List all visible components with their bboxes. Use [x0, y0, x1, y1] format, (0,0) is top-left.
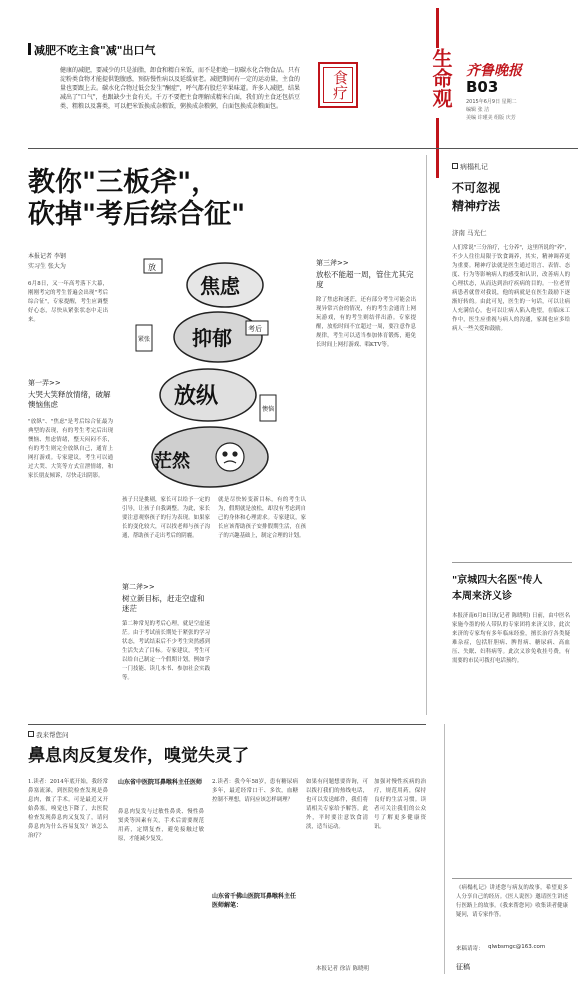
nose-kicker: [28, 730, 69, 739]
nose-col3: 2.读者：我今年58岁，患有糖尿病多年，最近经常口干、多饮，血糖控制不理想，请问应该怎样调理？: [212, 779, 298, 803]
exam-intro: 6月8日，又一年高考落下大幕，刚刚考完的考生普遍会出现"考后综合征"，专家提醒，考生应调整好心态，尽快从紧张状态中走出来。: [28, 281, 108, 323]
section2-body: 第二种常见的考后心理，就是空虚迷茫。由于考试前长期处于紧张的学习状态，考试结束后不少考生突然感到生活失去了目标。专家建议，考生可以给自己制定一个假期计划，例如学一门技能、读几本书、参加社会实践等。: [122, 621, 210, 681]
exam-headline-line1: 教你"三板斧"，: [28, 167, 219, 198]
divider-bottom-right: [444, 724, 445, 974]
nose-reporter: 本报记者 徐洁 陈晓明: [316, 966, 369, 972]
date-line: 2015年6月9日 星期二: [466, 99, 517, 105]
diet-badge: [318, 62, 358, 108]
nose-col1: 1.读者：2014年底开始，我经常鼻塞流涕，到医院检查发现是鼻息肉，做了手术。可是最近又开始鼻塞，嗅觉也下降了，去医院检查发现鼻息肉又复发了，请问鼻息肉为什么容易复发？该怎么治疗？: [28, 779, 108, 839]
column-notes-label-text: 病榻札记: [460, 163, 488, 171]
rule-right-mid: [452, 562, 572, 563]
section3-title: 放松不能超一周，管住尤其完度: [316, 270, 414, 289]
badge-label: 食疗: [331, 70, 349, 100]
cartoon-tag-3: 紧张: [138, 336, 151, 343]
masters-body: 本报济南6月8日讯(记者 陈晓明) 日前，由中医名家施今墨的传人带队的专家团将来济义诊，此次来济的专家均有多年临床经验，擅长治疗各类疑难杂症，包括肝胆病、脾胃病、糖尿病、高血压、失眠、妇科病等。此次义诊免收挂号费，有需要的市民可拨打电话预约。: [452, 613, 570, 664]
sidebar-email[interactable]: qlwbsmgc@163.com: [488, 944, 546, 950]
diet-article-title: 减肥不吃主食"减"出口气: [34, 44, 156, 57]
rule-right-bottom: [452, 878, 572, 879]
cartoon-word-4: 茫然: [154, 451, 190, 472]
page-number: B03: [466, 78, 499, 96]
divider-right-column: [426, 155, 427, 715]
stress-cartoon: [130, 245, 300, 495]
nose-col2: 鼻息肉复发与过敏性鼻炎、慢性鼻窦炎等因素有关，手术后需要规范用药，定期复查，避免接触过敏原，才能减少复发。: [118, 809, 204, 842]
rule-top: [28, 148, 578, 149]
masters-headline-line2: 本周来济义诊: [452, 591, 512, 602]
face-eye-left: [223, 452, 227, 456]
editor-line: 编辑 张 洁: [466, 107, 490, 113]
face-head: [216, 443, 244, 471]
masters-headline-line1: "京城四大名医"传人: [452, 575, 543, 586]
rule-bottom-section: [28, 724, 426, 725]
exam-headline-line2: 砍掉"考后综合征": [28, 199, 246, 230]
face-eye-right: [233, 452, 237, 456]
nose-headline: 鼻息肉反复发作，嗅觉失灵了: [28, 746, 249, 766]
cartoon-face: [216, 443, 244, 471]
section-title-bar: [436, 8, 439, 48]
cartoon-word-3: 放纵: [174, 384, 219, 409]
section3-body: 除了焦虑和迷茫，还有部分考生可能会出现异常兴奋的情况，有的考生会通宵上网玩游戏，有的考生则结伴出游。专家提醒，放松时间不宜超过一周，要注意作息规律，考生可以适当参加体育锻炼，避免长时间上网打游戏、唱KTV等。: [316, 297, 416, 348]
diet-title-marker: [28, 43, 31, 55]
cartoon-word-2: 抑郁: [192, 326, 232, 350]
section-title: 生命观: [429, 48, 453, 108]
cartoon-word-1: 焦虑: [200, 274, 240, 298]
nose-col5: 加强对慢性疾病的治疗，规范用药，保持良好的生活习惯。读者可关注我们的公众号了解更多健康资讯。: [374, 779, 426, 830]
nose-kicker-marker: [28, 731, 34, 737]
exam-col2-body: 孩子只是挑剔，家长可以给予一定的引导，让孩子自我调整。为此，家长要注意观察孩子的行为表现。如果家长的变化较大，可以找老师与孩子沟通，帮助孩子走出考后的阴霾。: [122, 497, 210, 539]
nose-kicker-text: 我来帮您问: [36, 731, 69, 739]
sidebar-email-label: 来稿请寄：: [456, 946, 484, 952]
sidebar-footer: 征稿: [456, 963, 470, 971]
cartoon-tag-1: 放: [148, 263, 156, 272]
exam-col3-body: 就是尽快转变新目标，有的考生认为，假期就是放松，却没有考虑到自己的身体和心理需求。专家建议，家长应该帮助孩子安排假期生活，在孩子的兴趣基础上，制定合理的计划。: [218, 497, 306, 539]
section3-kicker: 第三斧>>: [316, 259, 349, 267]
section2-kicker: 第二斧>>: [122, 583, 155, 591]
column-notes-label: [452, 162, 488, 172]
column-notes-title-line2: 精神疗法: [452, 199, 501, 213]
exam-byline: 本报记者 李钢 实习生 张大为: [28, 253, 66, 270]
newspaper-name: 齐鲁晚报: [466, 63, 522, 79]
sidebar-note-body: 《病榻札记》讲述您与病友的故事，希望更多人分享自己的经历。《医人说医》邀请医生讲述行医路上的故事。《我来帮您问》收集读者健康疑问，请专家作答。: [456, 885, 568, 918]
column-notes-label-marker: [452, 163, 458, 169]
nose-col2-hospital: 山东省中医院耳鼻喉科主任医师: [118, 779, 203, 786]
design-line: 美编 许瑾美 组版 庆芳: [466, 115, 516, 121]
section1-title: 大哭大笑释放情绪，破解懊恼焦虑: [28, 390, 111, 409]
column-notes-title-line1: 不可忽视: [452, 181, 501, 195]
cartoon-tag-4: 懊恼: [262, 406, 275, 413]
column-notes-body: 人们常说"三分治疗，七分养"，这里所说的"养"，不少人往往局限于饮食调养，其实，精神调养更为重要。精神疗法就是医生通过语言、表情、态度、行为等影响病人的感受和认识，改善病人的心理状态，从而达到治疗疾病的目的。一位老胃病患者就曾对我说，他的病就是在医生鼓励下逐渐好转的。由此可见，医生的一句话，可以让病人充满信心，也可以让病人陷入绝望，在临床工作中，医生应重视与病人的沟通，家属也应多给病人一些关爱和鼓励。: [452, 245, 570, 332]
section1-body: "放纵"、"焦虑"是考后综合征最为典型的表现，有的考生考完后出现懊恼、焦虑情绪，整天闷闷不乐，有的考生则完全放纵自己，通宵上网打游戏。专家建议，考生可以通过大哭、大笑等方式宣泄情绪，和家长朋友倾诉，尽快走出阴影。: [28, 419, 113, 479]
cartoon-tag-2: 考后: [248, 325, 262, 333]
section1-kicker: 第一弄>>: [28, 379, 61, 387]
nose-col3-hospital: 山东省千佛山医院耳鼻喉科主任医师解笔：: [212, 893, 297, 909]
section2-title: 树立新目标，赶走空虚和迷茫: [122, 594, 205, 613]
nose-col4: 如果有问题想要咨询，可以拨打我们的热线电话，也可以发送邮件，我们将请相关专家给予解答。此外，平时要注意饮食清淡，适当运动。: [306, 779, 368, 830]
column-notes-author: 济南 马光仁: [452, 229, 487, 237]
diet-article-body: 健康的减肥，要减少的只是油脂，卸食和精白米饭，而不是拒绝一切碳水化合物食品。只有淀粉类食物才能提供饱腹感，预防慢性病以及延缓衰老。减肥期间有一定的运动量，主食的量也要跟上去。碳水化合物过低会发生"酮症"，呼气都有股烂苹果味道。许多人减肥，结果减出了"口气"，也跟缺少主食有关。千万不要把主食理解成精米白面，我们的主食还包括豆类、粗粮以及薯类，可以把米饭换成杂粮饭，粥换成杂粮粥，白面包换成杂粮面包。: [60, 67, 300, 110]
